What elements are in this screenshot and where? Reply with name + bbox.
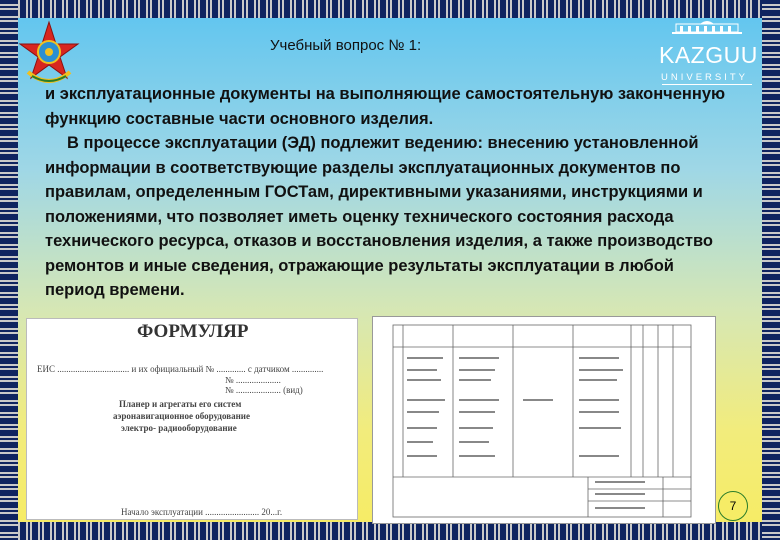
formular-caption-2: аэронавигационное оборудование — [113, 411, 250, 421]
ornament-border-right — [762, 0, 780, 540]
formular-start-line: Начало эксплуатации ........................ 20...г. — [121, 507, 283, 517]
ornament-border-left — [0, 0, 18, 540]
formular-document-image — [26, 318, 358, 520]
formular-caption-1: Планер и агрегаты его систем — [119, 399, 242, 409]
formular-title: ФОРМУЛЯР — [137, 321, 249, 342]
page-title: Учебный вопрос № 1: — [270, 37, 422, 54]
logo-subtitle: UNIVERSITY — [661, 72, 749, 83]
page-number-badge: 7 — [718, 491, 748, 521]
formular-caption-3: электро- радиооборудование — [121, 423, 237, 433]
formular-line-1: ЕИС ................................ и их официальный № ............. с датчиком .............. — [37, 364, 324, 374]
body-text — [45, 82, 737, 303]
ornament-border-bottom — [0, 522, 780, 540]
spec-table-document-image — [372, 316, 716, 524]
ornament-border-top — [0, 0, 780, 18]
formular-line-2: № .................... — [225, 375, 281, 385]
paragraph-2: В процессе эксплуатации (ЭД) подлежит ведению: внесению установленной информации в соответствующие разделы эксплуатационных документов по правилам, определенным ГОСТам, директивными указаниями, инструкциями и положениями, что позволяет иметь оценку технического состояния расхода технического ресурса, отказов и восстановления изделия, а также производство ремонтов и иные сведения, отражающие результаты эксплуатации в любой период времени. — [45, 134, 714, 299]
spec-table-drawing — [373, 317, 715, 523]
formular-line-3: № .................... (вид) — [225, 385, 303, 395]
logo-name: KAZGUU — [659, 42, 758, 68]
paragraph-1: и эксплуатационные документы на выполняющие самостоятельную законченную функцию составные части основного изделия. — [45, 85, 726, 128]
